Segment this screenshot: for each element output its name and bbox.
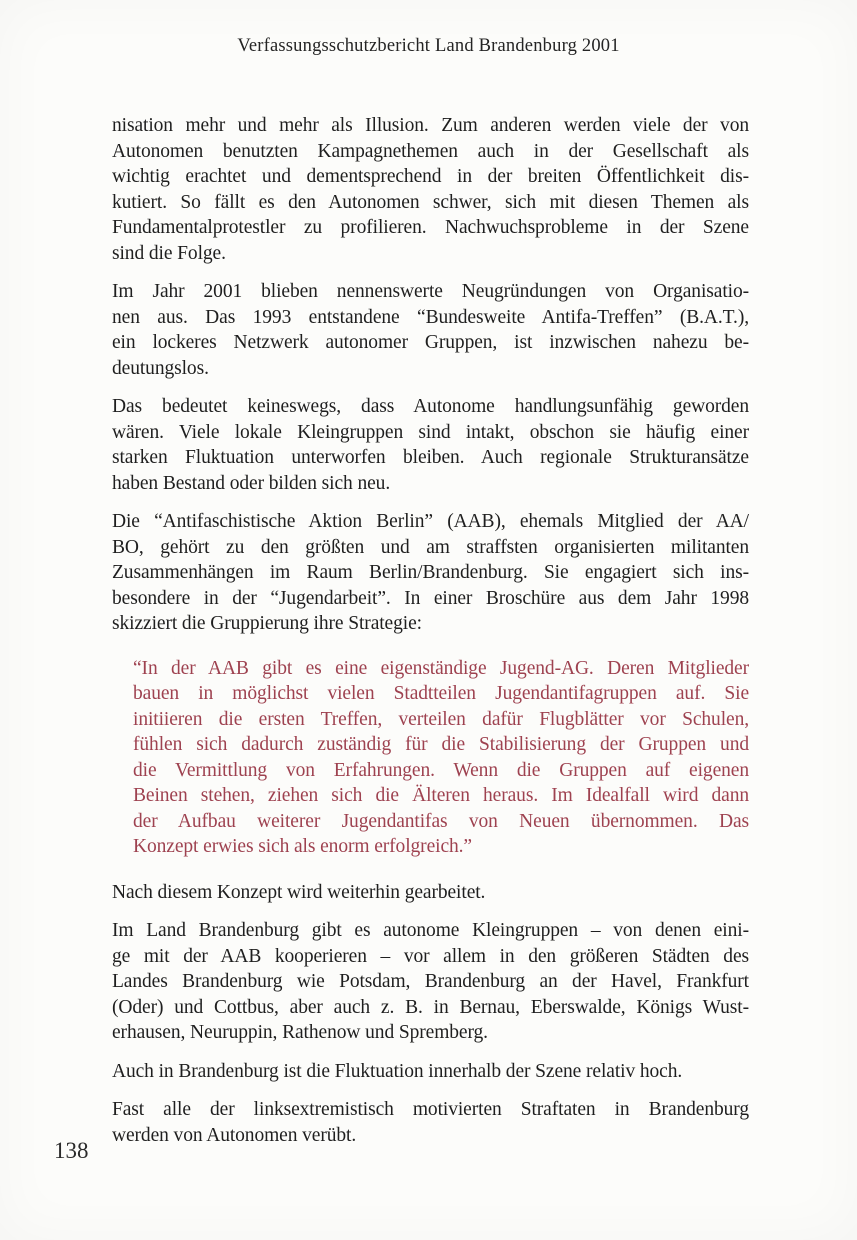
text-line: Beinen stehen, ziehen sich die Älteren heraus. Im Idealfall wird dann [133,785,749,806]
text-line: Nach diesem Konzept wird weiterhin gearbeitet. [112,881,486,903]
text-line: werden von Autonomen verübt. [112,1124,357,1146]
text-line: initiieren die ersten Treffen, verteilen dafür Flugblätter vor Schulen, [133,708,749,730]
text-line: Im Land Brandenburg gibt es autonome Kleingruppen – von denen eini- [112,920,749,941]
quote-paragraph [133,656,749,860]
text-line: wichtig erachtet und dementsprechend in der breiten Öffentlichkeit dis- [112,166,749,187]
text-line: skizziert die Gruppierung ihre Strategie: [112,613,422,634]
text-line: der Aufbau weiterer Jugendantifas von Neuen übernommen. Das [133,810,749,832]
text-line: deutungslos. [112,357,209,379]
paragraph [112,509,749,637]
text-line: Landes Brandenburg wie Potsdam, Brandenburg an der Havel, Frankfurt [112,971,749,992]
text-line: Die “Antifaschistische Aktion Berlin” (AAB), ehemals Mitglied der AA/ [112,511,749,532]
page-header-title: Verfassungsschutzbericht Land Brandenburg 2001 [237,36,620,56]
text-line: die Vermittlung von Erfahrungen. Wenn die Gruppen auf eigenen [133,759,749,781]
text-line: Fundamentalprotestler zu profilieren. Nachwuchsprobleme in der Szene [112,217,749,238]
text-line: Zusammenhängen im Raum Berlin/Brandenburg. Sie engagiert sich ins- [112,562,749,583]
text-line: Fast alle der linksextremistisch motivierten Straftaten in Brandenburg [112,1099,749,1120]
text-line: starken Fluktuation unterworfen bleiben. Auch regionale Strukturansätze [112,447,749,468]
text-line: Autonomen benutzten Kampagnethemen auch in der Gesellschaft als [112,140,749,162]
paragraph [112,880,749,906]
text-line: bauen in möglichst vielen Stadtteilen Jugendantifagruppen auf. Sie [133,683,749,704]
text-line: Auch in Brandenburg ist die Fluktuation innerhalb der Szene relativ hoch. [112,1060,683,1082]
text-line: ein lockeres Netzwerk autonomer Gruppen, ist inzwischen nahezu be- [112,332,749,353]
paragraph [112,394,749,496]
text-line: Konzept erwies sich als enorm erfolgreich.” [133,836,472,857]
document-body [112,113,749,1161]
text-line: ge mit der AAB kooperieren – vor allem in den größeren Städten des [112,945,749,967]
text-line: kutiert. So fällt es den Autonomen schwer, sich mit diesen Themen als [112,191,749,213]
paragraph [112,279,749,381]
text-line: BO, gehört zu den größten und am straffsten organisierten militanten [112,536,749,558]
text-line: fühlen sich dadurch zuständig für die Stabilisierung der Gruppen und [133,734,749,755]
text-line: Im Jahr 2001 blieben nennenswerte Neugründungen von Organisatio- [112,281,749,302]
paragraph [112,1097,749,1148]
text-line: Das bedeutet keineswegs, dass Autonome handlungsunfähig geworden [112,396,749,417]
text-line: (Oder) und Cottbus, aber auch z. B. in Bernau, Eberswalde, Königs Wust- [112,996,749,1018]
text-line: besondere in der “Jugendarbeit”. In einer Broschüre aus dem Jahr 1998 [112,587,749,609]
paragraph [112,918,749,1046]
text-line: wären. Viele lokale Kleingruppen sind intakt, obschon sie häufig einer [112,421,749,443]
text-line: sind die Folge. [112,242,226,264]
text-line: haben Bestand oder bilden sich neu. [112,472,391,494]
page-number: 138 [54,1138,89,1163]
paragraph [112,113,749,266]
text-line: nen aus. Das 1993 entstandene “Bundesweite Antifa-Treffen” (B.A.T.), [112,306,749,328]
text-line: “In der AAB gibt es eine eigenständige Jugend-AG. Deren Mitglieder [133,657,749,679]
paragraph [112,1059,749,1085]
text-line: erhausen, Neuruppin, Rathenow und Spremberg. [112,1022,488,1043]
text-line: nisation mehr und mehr als Illusion. Zum anderen werden viele der von [112,115,749,136]
